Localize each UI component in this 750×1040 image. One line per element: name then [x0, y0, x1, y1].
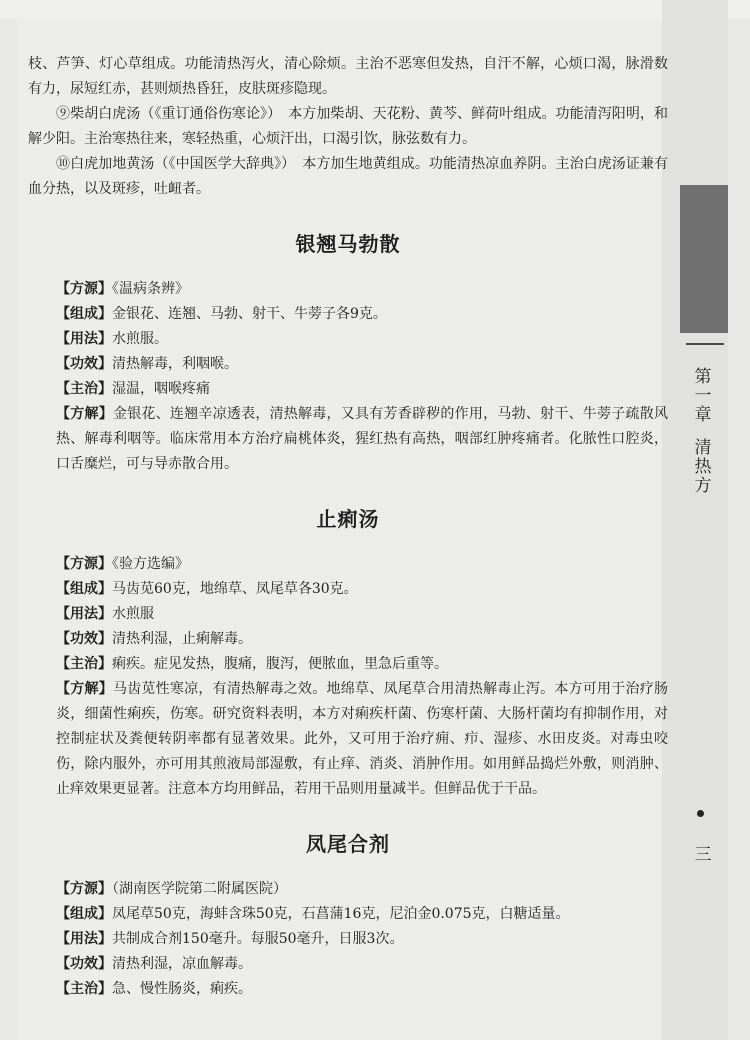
entry-usage — [28, 602, 668, 627]
entry-tag: 【方解】 — [56, 681, 113, 697]
entry-source — [28, 877, 668, 902]
section-title: 银翘马勃散 — [295, 232, 401, 256]
entry-tag: 【方源】 — [56, 281, 112, 297]
entry-composition — [28, 302, 668, 327]
scan-top-margin — [0, 0, 750, 18]
entry-text: 清热利湿，凉血解毒。 — [112, 956, 252, 972]
entry-tag: 【主治】 — [56, 981, 112, 997]
section-title: 止痢汤 — [316, 507, 380, 531]
page-edge-band — [662, 0, 728, 1040]
entry-composition — [28, 577, 668, 602]
entry-tag: 【用法】 — [56, 606, 112, 622]
intro-paragraph: ⑩白虎加地黄汤（《中国医学大辞典》） 本方加生地黄组成。功能清热凉血养阴。主治白虎汤证兼有血分热，以及斑疹，吐衄者。 — [28, 156, 668, 197]
entry-explanation — [28, 402, 668, 477]
entry-tag: 【方源】 — [56, 556, 112, 572]
entry-tag: 【组成】 — [56, 906, 112, 922]
entry-explanation — [28, 677, 668, 802]
chapter-thumb-tab — [680, 185, 728, 333]
entry-tag: 【功效】 — [56, 631, 112, 647]
entry-source — [28, 552, 668, 577]
entry-text: 急、慢性肠炎，痢疾。 — [112, 981, 252, 997]
entry-usage — [28, 927, 668, 952]
entry-text: （湖南医学院第二附属医院） — [112, 881, 287, 897]
entry-text: 共制成合剂150毫升。每服50毫升，日服3次。 — [112, 931, 404, 947]
entry-indication — [28, 377, 668, 402]
chapter-name: 清热方 — [694, 438, 712, 496]
entry-tag: 【功效】 — [56, 956, 112, 972]
page-number: 三 — [694, 845, 712, 865]
chapter-tab-rule — [686, 343, 724, 345]
intro-paragraph: 枝、芦笋、灯心草组成。功能清热泻火，清心除烦。主治不恶寒但发热，自汗不解，心烦口渴，脉滑数有力，尿短红赤，甚则烦热昏狂，皮肤斑疹隐现。 — [28, 56, 668, 97]
entry-tag: 【用法】 — [56, 931, 112, 947]
entry-tag: 【方源】 — [56, 881, 112, 897]
entry-text: 水煎服 — [112, 606, 154, 622]
entry-text: 痢疾。症见发热，腹痛，腹泻，便脓血，里急后重等。 — [112, 656, 448, 672]
entry-effect — [28, 952, 668, 977]
entry-text: 《温病条辨》 — [112, 281, 189, 297]
entry-text: 凤尾草50克，海蚌含珠50克，石菖蒲16克，尼泊金0.075克，白糖适量。 — [112, 906, 570, 922]
entry-indication — [28, 977, 668, 1002]
chapter-label: 第一章 — [694, 367, 712, 425]
entry-text: 马齿苋性寒凉，有清热解毒之效。地绵草、凤尾草合用清热解毒止泻。本方可用于治疗肠炎，细菌性痢疾，伤寒。研究资料表明，本方对痢疾杆菌、伤寒杆菌、大肠杆菌均有抑制作用，对控制症状及粪便转阴率都有显著效果。此外，又可用于治疗痈、疖、湿疹、水田皮炎。对毒虫咬伤，除内服外，亦可用其煎液局部湿敷，有止痒、消炎、消肿作用。如用鲜品捣烂外敷，则消肿、止痒效果更显著。注意本方均用鲜品，若用干品则用量减半。但鲜品优于干品。 — [56, 681, 668, 797]
entry-tag: 【用法】 — [56, 331, 112, 347]
section-title: 凤尾合剂 — [306, 832, 390, 856]
intro-paragraph: ⑨柴胡白虎汤（《重订通俗伤寒论》） 本方加柴胡、天花粉、黄芩、鲜荷叶组成。功能清泻阳明，和解少阳。主治寒热往来，寒轻热重，心烦汗出，口渴引饮，脉弦数有力。 — [28, 106, 668, 147]
entry-tag: 【方解】 — [56, 406, 113, 422]
page-content — [28, 52, 668, 1002]
chapter-marker — [693, 368, 713, 496]
entry-usage — [28, 327, 668, 352]
entry-text: 湿温，咽喉疼痛 — [112, 381, 210, 397]
entry-tag: 【组成】 — [56, 581, 112, 597]
entry-effect — [28, 627, 668, 652]
entry-indication — [28, 652, 668, 677]
entry-source — [28, 277, 668, 302]
entry-effect — [28, 352, 668, 377]
entry-tag: 【主治】 — [56, 381, 112, 397]
entry-text: 清热利湿，止痢解毒。 — [112, 631, 252, 647]
entry-composition — [28, 902, 668, 927]
entry-text: 《验方选编》 — [112, 556, 189, 572]
entry-text: 水煎服。 — [112, 331, 168, 347]
entry-text: 马齿苋60克，地绵草、凤尾草各30克。 — [112, 581, 358, 597]
entry-tag: 【组成】 — [56, 306, 112, 322]
page-bullet-dot — [697, 810, 704, 817]
entry-text: 清热解毒，利咽喉。 — [112, 356, 238, 372]
entry-text: 金银花、连翘、马勃、射干、牛蒡子各9克。 — [112, 306, 387, 322]
entry-tag: 【主治】 — [56, 656, 112, 672]
entry-tag: 【功效】 — [56, 356, 112, 372]
entry-text: 金银花、连翘辛凉透表，清热解毒，又具有芳香辟秽的作用，马勃、射干、牛蒡子疏散风热、解毒利咽等。临床常用本方治疗扁桃体炎，猩红热有高热，咽部红肿疼痛者。化脓性口腔炎，口舌糜烂，可与导赤散合用。 — [56, 406, 668, 472]
